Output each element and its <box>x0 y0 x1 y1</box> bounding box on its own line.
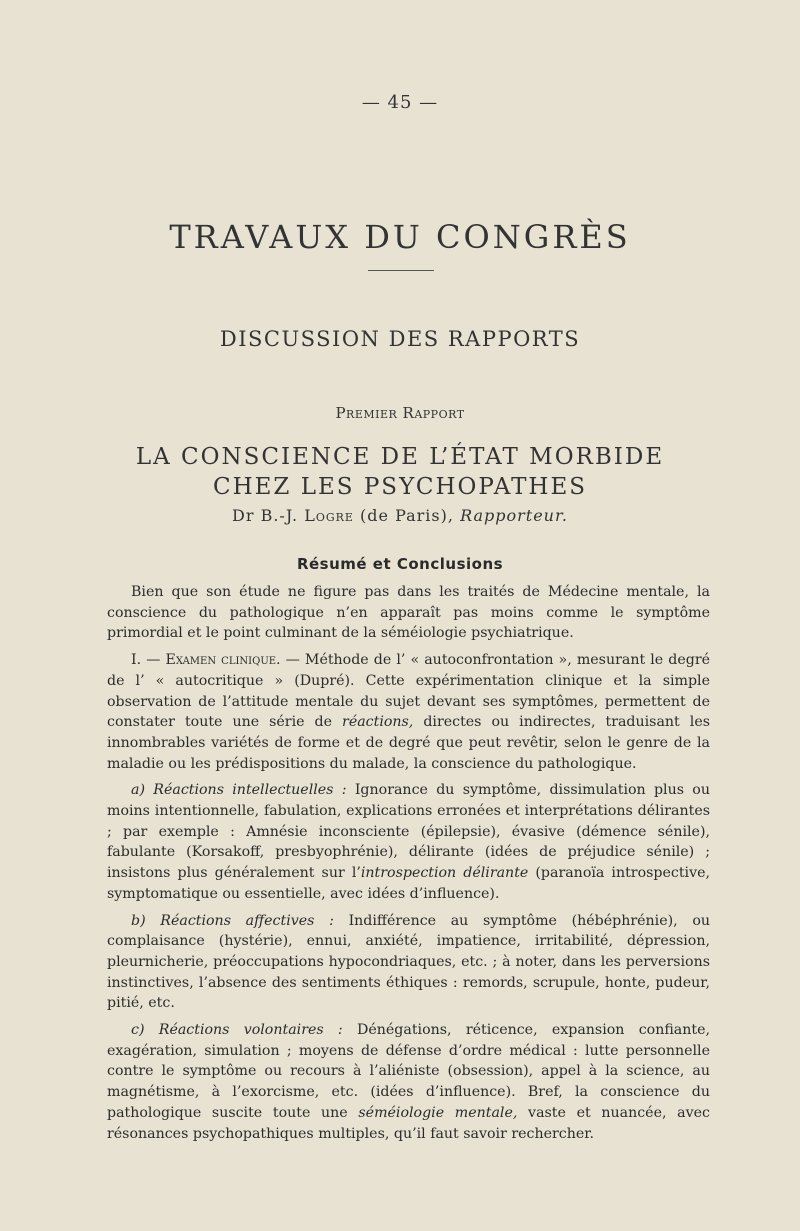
report-label: Premier Rapport <box>335 404 465 422</box>
c-text-a: Dénégations, réticence, expansion confiante, exagération, simulation ; moyens de défense d’ordre médical : lutte personnelle contre le symptôme ou recours à l’aliéniste (obsession), appel à la science, au magnétisme, à l’exorcisme, etc. (idées d’influence). Bref, la conscience du pathologique suscite toute une <box>107 1022 710 1121</box>
report-title-line1: LA CONSCIENCE DE L’ÉTAT MORBIDE <box>135 444 665 470</box>
section-subtitle: DISCUSSION DES RAPPORTS <box>219 327 581 351</box>
examen-label: I. — Examen clinique. <box>131 652 281 669</box>
c-emphasis: séméiologie mentale, <box>358 1104 518 1121</box>
report-title-line2: CHEZ LES PSYCHOPATHES <box>212 474 588 500</box>
section-heading: Résumé et Conclusions <box>296 555 504 573</box>
page-title: TRAVAUX DU CONGRÈS <box>169 218 631 256</box>
a-text-a: Ignorance du symptôme, dissimulation plus ou moins intentionnelle, fabulation, explications erronées et interprétations délirantes ; par exemple : Amnésie inconsciente (épilepsie), évasive (démence sénile), fabulante (Korsakoff, presbyophrénie), délirante (idées de préjudice sénile) ; insistons plus généralement sur l’ <box>107 782 710 882</box>
paragraph-b <box>107 911 710 1015</box>
a-label: a) Réactions intellectuelles : <box>131 782 347 799</box>
body-text <box>107 582 710 1150</box>
paragraph-c <box>107 1020 710 1144</box>
a-emphasis: introspection délirante <box>360 865 529 882</box>
author-prefix: Dr B.-J. <box>232 506 299 525</box>
paragraph-a <box>107 780 710 904</box>
examen-emphasis: réactions, <box>342 714 414 731</box>
c-label: c) Réactions volontaires : <box>131 1022 343 1039</box>
examen-text-b: directes ou indirectes, traduisant les innombrables variétés de forme et de degré que peut revêtir, selon le genre de la maladie ou les prédispositions du malade, la conscience du pathologique. <box>107 714 710 772</box>
examen-text-a: — Méthode de l’ « autoconfrontation », mesurant le degré de l’ « autocritique » (Dupré). Cette expérimentation clinique et la simple observation de l’attitude mentale du sujet devant ses symptômes, permettent de constater toute une série de <box>107 652 711 731</box>
author-line <box>0 506 800 525</box>
author-affiliation: (de Paris), <box>360 506 454 525</box>
page-number: — 45 — <box>361 92 439 113</box>
c-text-b: vaste et nuancée, avec résonances psychopathiques multiples, qu’il faut savoir rechercher. <box>107 1104 710 1142</box>
author-name: Logre <box>304 506 354 525</box>
author-role: Rapporteur. <box>460 506 568 525</box>
b-label: b) Réactions affectives : <box>131 912 334 929</box>
paragraph-examen <box>107 650 710 774</box>
title-divider <box>368 270 434 271</box>
paragraph-intro: Bien que son étude ne figure pas dans les traités de Médecine mentale, la conscience du pathologique n’en apparaît pas moins comme le symptôme primordial et le point culminant de la séméiologie psychiatrique. <box>107 584 710 642</box>
b-text: Indifférence au symptôme (hébéphrénie), ou complaisance (hystérie), ennui, anxiété, impatience, irritabilité, dépression, pleurnicherie, préoccupations hypocondriaques, etc. ; à noter, dans les perversions instinctives, l’absence des sentiments éthiques : remords, scrupule, honte, pudeur, pitié, etc. <box>107 912 711 1012</box>
a-text-b: (paranoïa introspective, symptomatique ou essentielle, avec idées d’influence). <box>107 865 710 902</box>
